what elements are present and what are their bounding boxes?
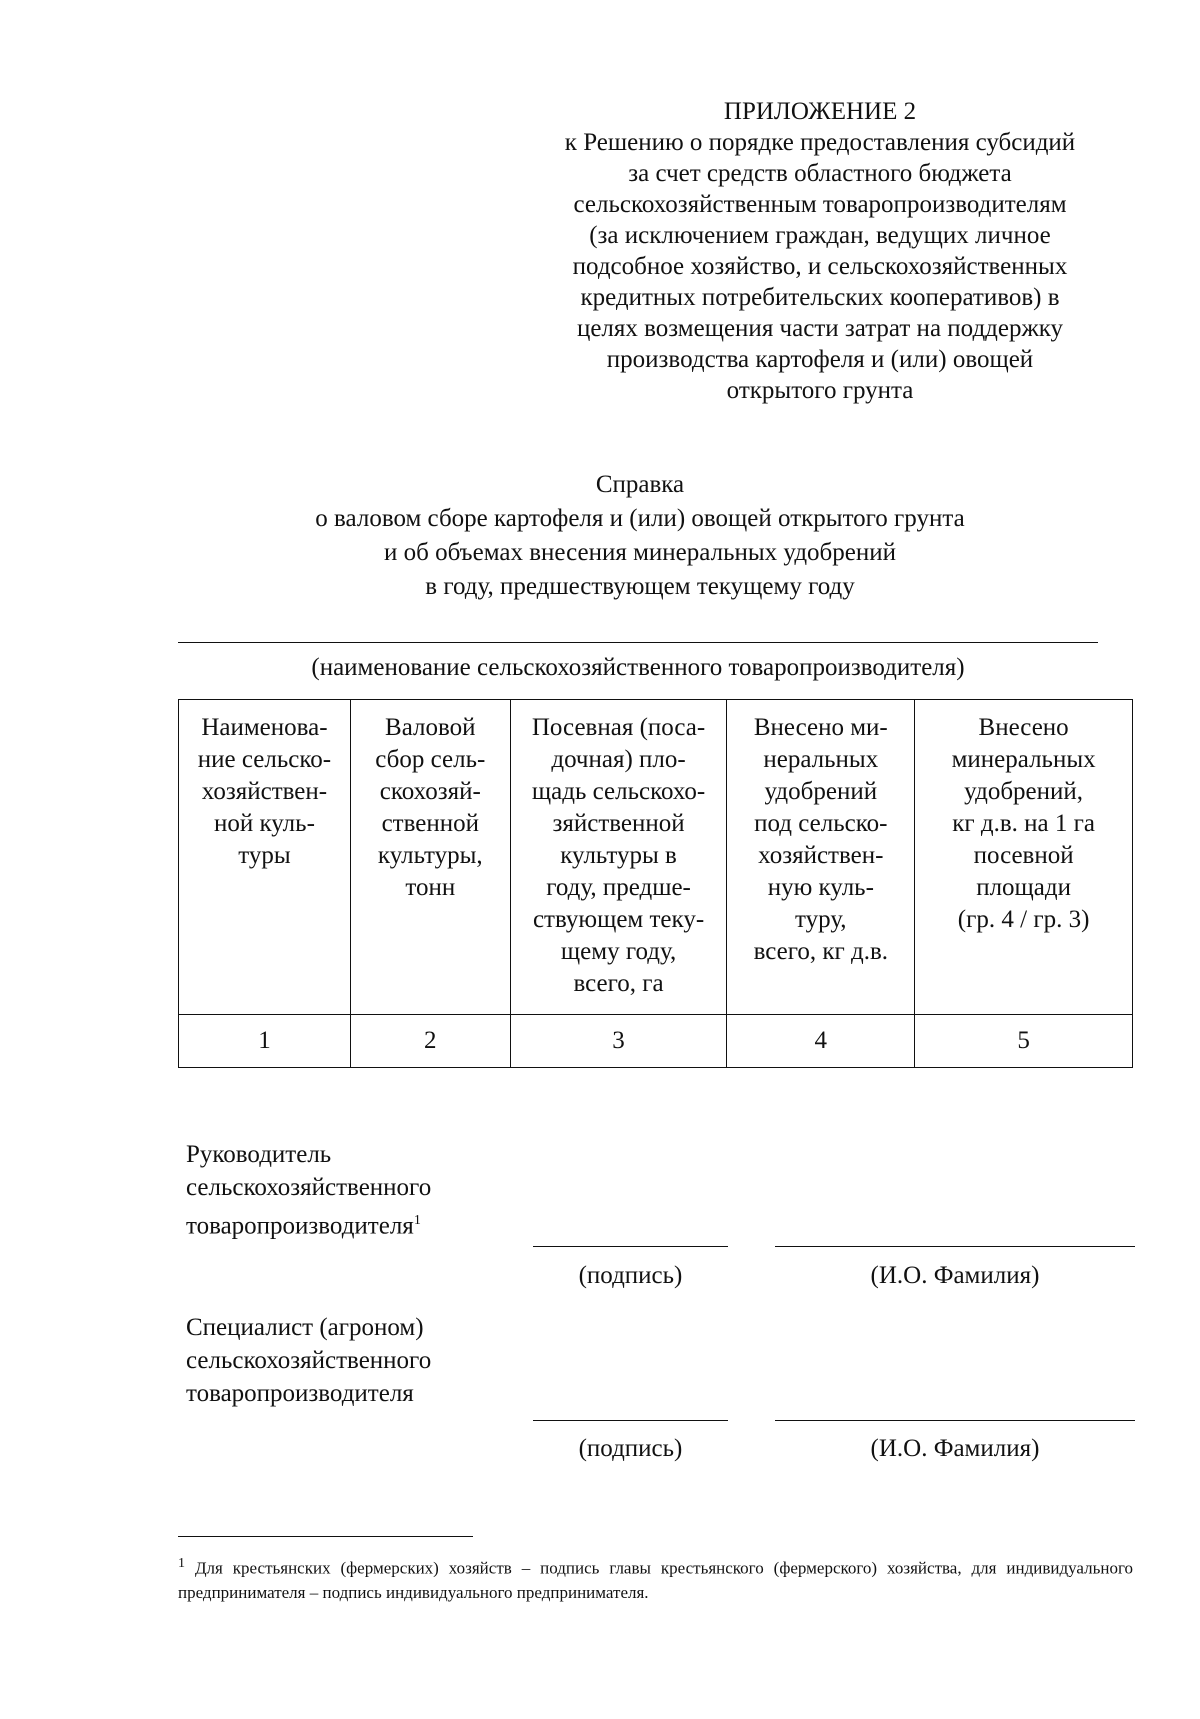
table-header-line: под сельско-	[754, 810, 888, 837]
name-caption: (И.О. Фамилия)	[870, 1262, 1040, 1289]
footnote-mark: 1	[413, 1213, 421, 1228]
table-header-line: площади	[976, 874, 1071, 901]
table-header-line: Посевная (поса-	[531, 714, 706, 741]
table-header-line: зяйственной	[552, 810, 685, 837]
table-header-line: Внесено	[978, 714, 1069, 741]
table-header-line: удобрений,	[964, 778, 1084, 805]
table-header-line: дочная) пло-	[551, 746, 686, 773]
appendix-line: подсобное хозяйство, и сельскохозяйственных	[572, 253, 1068, 280]
table-header-cell	[179, 700, 351, 1015]
document-title: Справка	[595, 471, 685, 498]
signature-label-line: Руководитель	[186, 1141, 332, 1168]
table-header-line: Наименова-	[201, 714, 328, 741]
table-header-line: всего, кг д.в.	[753, 938, 889, 965]
column-number-cell: 4	[727, 1015, 915, 1068]
signature-line-agronomist[interactable]	[533, 1420, 728, 1421]
column-number-cell: 2	[350, 1015, 510, 1068]
table-header-cell	[727, 700, 915, 1015]
table-header-cell	[350, 700, 510, 1015]
table-header-line: удобрений	[764, 778, 878, 805]
table-header-line: тонн	[405, 874, 456, 901]
table-header-row	[179, 700, 1133, 1015]
signature-caption: (подпись)	[578, 1435, 683, 1462]
appendix-line: производства картофеля и (или) овощей	[606, 346, 1034, 373]
appendix-line: за счет средств областного бюджета	[628, 160, 1012, 187]
document-subtitle-line: в году, предшествующем текущему году	[425, 573, 855, 600]
table-header-cell	[510, 700, 727, 1015]
table-header-cell	[915, 700, 1133, 1015]
signature-caption: (подпись)	[578, 1262, 683, 1289]
table-header-line: туру,	[795, 906, 847, 933]
signature-label-line: Специалист (агроном)	[186, 1314, 424, 1341]
signature-line-head[interactable]	[533, 1246, 728, 1247]
table-header-line: хозяйствен-	[201, 778, 328, 805]
document-title-block	[180, 468, 1100, 604]
appendix-line: к Решению о порядке предоставления субсидий	[564, 129, 1076, 156]
signature-label-agronomist	[186, 1311, 431, 1410]
table-header-line: ние сельско-	[197, 746, 332, 773]
appendix-title: ПРИЛОЖЕНИЕ 2	[723, 98, 917, 125]
table-header-line: культуры в	[560, 842, 677, 869]
table-header-line: щему году,	[560, 938, 677, 965]
table-header-line: ную куль-	[767, 874, 874, 901]
table-header-line: минеральных	[951, 746, 1096, 773]
appendix-line: (за исключением граждан, ведущих личное	[589, 222, 1051, 249]
table-header-line: хозяйствен-	[758, 842, 884, 869]
producer-name-line[interactable]	[178, 642, 1098, 643]
signature-label-line: товаропроизводителя	[186, 1380, 414, 1407]
table-header-line: щадь сельскохо-	[531, 778, 706, 805]
document-subtitle-line: и об объемах внесения минеральных удобрений	[383, 539, 896, 566]
table-header-line: неральных	[763, 746, 879, 773]
footnote-text: Для крестьянских (фермерских) хозяйств – подпись главы крестьянского (фермерского) хозяйства, для индивидуального предпринимателя – подпись индивидуального предпринимателя.	[178, 1558, 1134, 1602]
appendix-line: целях возмещения части затрат на поддержку	[576, 315, 1064, 342]
footnote	[178, 1552, 1133, 1605]
column-number-cell: 3	[510, 1015, 727, 1068]
table-header-line: (гр. 4 / гр. 3)	[957, 906, 1090, 933]
appendix-header	[520, 96, 1120, 406]
table-header-line: сбор сель-	[375, 746, 486, 773]
signature-label-line: сельскохозяйственного	[186, 1347, 432, 1374]
column-number-cell: 5	[915, 1015, 1133, 1068]
name-caption: (И.О. Фамилия)	[870, 1435, 1040, 1462]
producer-name-caption: (наименование сельскохозяйственного товаропроизводителя)	[311, 654, 965, 681]
appendix-line: кредитных потребительских кооперативов) в	[580, 284, 1060, 311]
document-subtitle-line: о валовом сборе картофеля и (или) овощей открытого грунта	[315, 505, 965, 532]
footnote-divider	[178, 1536, 473, 1537]
signature-label-line: сельскохозяйственного	[186, 1174, 432, 1201]
column-number-row	[179, 1015, 1133, 1068]
appendix-line: сельскохозяйственным товаропроизводителям	[573, 191, 1067, 218]
table-header-line: скохозяй-	[379, 778, 481, 805]
table-header-line: ствующем теку-	[532, 906, 705, 933]
table-header-line: всего, га	[573, 970, 664, 997]
appendix-line: открытого грунта	[726, 377, 914, 404]
name-line-head[interactable]	[775, 1246, 1135, 1247]
crop-table	[178, 699, 1133, 1068]
footnote-mark: 1	[178, 1556, 185, 1571]
table-header-line: году, предше-	[546, 874, 691, 901]
table-header-line: культуры,	[377, 842, 483, 869]
table-header-line: кг д.в. на 1 га	[952, 810, 1095, 837]
name-line-agronomist[interactable]	[775, 1420, 1135, 1421]
column-number-cell: 1	[179, 1015, 351, 1068]
table-header-line: туры	[238, 842, 291, 869]
table-header-line: ственной	[381, 810, 479, 837]
table-header-line: ной куль-	[213, 810, 315, 837]
signature-label-line: товаропроизводителя$^1$	[186, 1212, 421, 1240]
table-header-line: Внесено ми-	[753, 714, 888, 741]
signature-label-head	[186, 1138, 431, 1242]
table-header-line: посевной	[973, 842, 1074, 869]
table-header-line: Валовой	[385, 714, 476, 741]
